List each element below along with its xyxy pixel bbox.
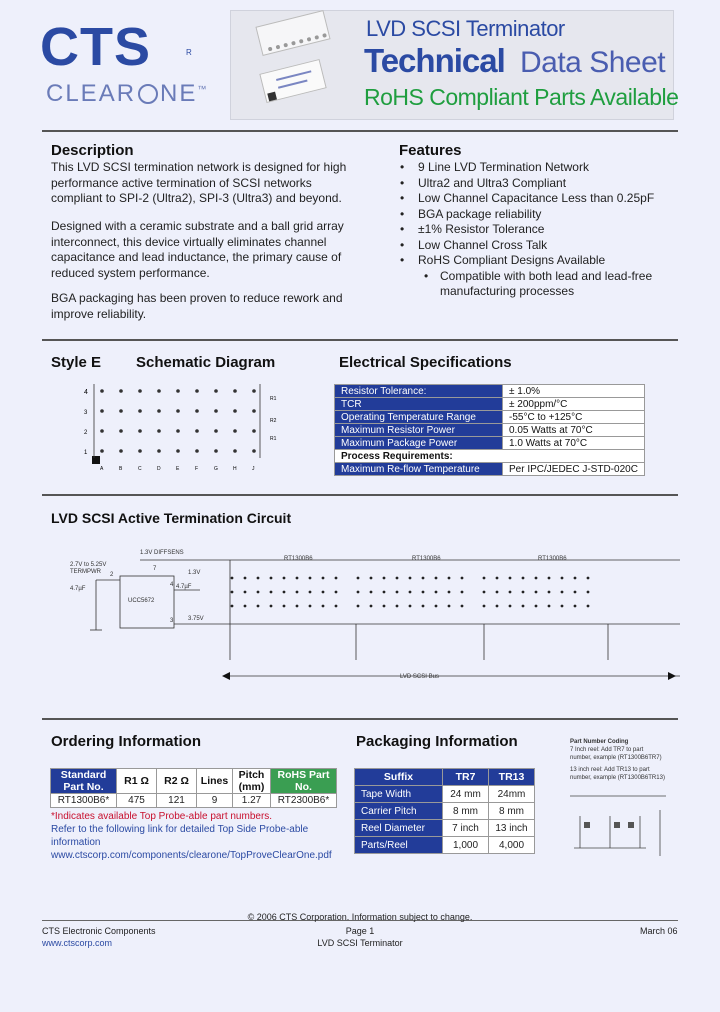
bga-ball	[157, 449, 161, 453]
resistor-node	[509, 577, 512, 580]
table-row	[355, 803, 535, 820]
resistor-node	[283, 577, 286, 580]
resistor-node	[296, 591, 299, 594]
bga-ball	[100, 389, 104, 393]
bga-ball	[119, 449, 123, 453]
circuit-label: 4.7µF	[70, 586, 86, 592]
resistor-node	[587, 591, 590, 594]
feature-item: • BGA package reliability	[398, 207, 688, 223]
spec-value: -55°C to +125°C	[503, 411, 645, 424]
coding-line: number, example (RT1300B6TR13)	[570, 775, 665, 781]
cell: 1,000	[443, 837, 489, 854]
resistor-node	[357, 591, 360, 594]
doc-title: LVD SCSI Terminator	[366, 16, 565, 41]
resistor-node	[448, 605, 451, 608]
resistor-node	[270, 591, 273, 594]
table-row	[355, 837, 535, 854]
resistor-node	[357, 577, 360, 580]
schematic-heading: Schematic Diagram	[136, 354, 276, 371]
feature-sub-item: • Compatible with both lead and lead-free manufacturing processes	[398, 269, 688, 300]
cell: Tape Width	[355, 786, 443, 803]
resistor-node	[309, 605, 312, 608]
circuit-label: RT1300B6	[412, 556, 441, 562]
ordering-heading: Ordering Information	[51, 733, 201, 750]
bga-ball	[157, 409, 161, 413]
circuit-label: 7	[153, 566, 157, 572]
bga-ball	[119, 429, 123, 433]
resistor-node	[409, 577, 412, 580]
resistor-node	[370, 591, 373, 594]
resistor-node	[296, 577, 299, 580]
bga-ball	[195, 449, 199, 453]
resistor-node	[244, 591, 247, 594]
resistor-node	[370, 577, 373, 580]
bga-ball	[195, 409, 199, 413]
resistor-node	[522, 577, 525, 580]
resistor-node	[461, 605, 464, 608]
bga-ball	[195, 429, 199, 433]
r-label: R1	[270, 396, 277, 402]
spec-row	[335, 385, 645, 398]
spec-key: Operating Temperature Range	[335, 411, 503, 424]
resistor-node	[574, 577, 577, 580]
row-label: 4	[84, 389, 88, 396]
ordering-header-row	[51, 769, 337, 794]
col-rohs-part: RoHS Part No.	[271, 769, 337, 794]
packaging-heading: Packaging Information	[356, 733, 518, 750]
feature-item: • 9 Line LVD Termination Network	[398, 160, 688, 176]
col-lines: Lines	[197, 769, 233, 794]
copyright: © 2006 CTS Corporation. Information subject to change.	[247, 912, 473, 922]
circuit-label: RT1300B6	[538, 556, 567, 562]
footer-page: Page 1	[345, 926, 375, 936]
cell: 121	[157, 794, 197, 808]
col-label: D	[157, 466, 161, 472]
resistor-node	[522, 605, 525, 608]
doc-subtitle-bold: Technical	[364, 42, 505, 79]
resistor-node	[309, 591, 312, 594]
bga-ball	[214, 429, 218, 433]
cell: 24 mm	[443, 786, 489, 803]
resistor-node	[496, 577, 499, 580]
divider	[42, 339, 678, 341]
resistor-node	[522, 591, 525, 594]
resistor-node	[296, 605, 299, 608]
resistor-node	[257, 605, 260, 608]
registered-mark: R	[186, 48, 192, 57]
col-suffix: Suffix	[355, 769, 443, 786]
resistor-node	[574, 591, 577, 594]
resistor-node	[244, 577, 247, 580]
packaging-table	[354, 768, 535, 854]
bga-ball	[233, 409, 237, 413]
feature-item: • Low Channel Cross Talk	[398, 238, 688, 254]
resistor-node	[548, 577, 551, 580]
resistor-node	[335, 577, 338, 580]
description-p2: Designed with a ceramic substrate and a ball grid array interconnect, this device virtually eliminates channel capacitance and lead inductance, the primary cause of reduced system performance.	[51, 219, 344, 280]
electrical-specs-table	[334, 384, 645, 476]
resistor-node	[496, 605, 499, 608]
resistor-node	[561, 605, 564, 608]
cell: 4,000	[489, 837, 535, 854]
resistor-node	[422, 591, 425, 594]
col-label: A	[100, 466, 104, 472]
probe-note: *Indicates available Top Probe-able part numbers.	[51, 811, 273, 822]
spec-value: 0.05 Watts at 70°C	[503, 424, 645, 437]
resistor-node	[231, 605, 234, 608]
bga-ball	[214, 389, 218, 393]
cell: Reel Diameter	[355, 820, 443, 837]
cell: 8 mm	[489, 803, 535, 820]
description-p3: BGA packaging has been proven to reduce rework and improve reliability.	[51, 291, 343, 321]
spec-row	[335, 424, 645, 437]
resistor-node	[435, 605, 438, 608]
footer-product: LVD SCSI Terminator	[317, 938, 403, 948]
spec-value: ± 200ppm/°C	[503, 398, 645, 411]
footer-date: March 06	[640, 926, 678, 936]
divider	[42, 718, 678, 720]
brand-tm: ™	[197, 84, 209, 94]
resistor-node	[422, 577, 425, 580]
resistor-node	[422, 605, 425, 608]
cell: Carrier Pitch	[355, 803, 443, 820]
spec-row	[335, 411, 645, 424]
bga-ball	[119, 409, 123, 413]
resistor-node	[587, 605, 590, 608]
bga-ball	[252, 429, 256, 433]
circuit-label: TERMPWR	[70, 569, 101, 575]
circuit-label: RT1300B6	[284, 556, 313, 562]
cell: RT1300B6*	[51, 794, 117, 808]
electrical-heading: Electrical Specifications	[339, 354, 512, 371]
bga-ball	[195, 389, 199, 393]
cell: 1.27	[233, 794, 271, 808]
spec-key: Resistor Tolerance:	[335, 385, 503, 398]
resistor-node	[509, 605, 512, 608]
col-standard-part: Standard Part No.	[51, 769, 117, 794]
row-label: 1	[84, 450, 88, 456]
resistor-node	[483, 605, 486, 608]
resistor-node	[283, 605, 286, 608]
feature-item: • Low Channel Capacitance Less than 0.25pF	[398, 191, 688, 207]
resistor-node	[270, 577, 273, 580]
bga-ball	[138, 409, 142, 413]
spec-key: TCR	[335, 398, 503, 411]
bga-ball	[233, 429, 237, 433]
tape-reel-drawing	[566, 786, 670, 860]
col-tr13: TR13	[489, 769, 535, 786]
brand-o-ring-icon	[138, 84, 158, 104]
features-heading: Features	[399, 142, 462, 159]
spec-key: Maximum Resistor Power	[335, 424, 503, 437]
coding-line: 7 Inch reel: Add TR7 to part	[570, 747, 644, 753]
bga-ball	[252, 389, 256, 393]
resistor-node	[383, 605, 386, 608]
spec-key: Maximum Package Power	[335, 437, 503, 450]
r-label: R1	[270, 436, 277, 442]
termination-circuit-diagram	[40, 540, 680, 690]
resistor-node	[322, 605, 325, 608]
ordering-notes	[51, 810, 351, 862]
bga-ball	[138, 429, 142, 433]
style-label: Style E	[51, 354, 102, 371]
col-label: B	[119, 466, 123, 472]
bga-ball	[176, 429, 180, 433]
bga-ball	[214, 409, 218, 413]
bga-ball	[176, 389, 180, 393]
circuit-label: 3	[170, 618, 174, 624]
col-tr7: TR7	[443, 769, 489, 786]
resistor-node	[535, 605, 538, 608]
spec-row	[335, 437, 645, 450]
circuit-label: 4.7µF	[176, 584, 192, 590]
resistor-node	[435, 591, 438, 594]
col-label: C	[138, 466, 142, 472]
spec-value: 1.0 Watts at 70°C	[503, 437, 645, 450]
bga-ball	[176, 409, 180, 413]
cell: 13 inch	[489, 820, 535, 837]
spec-row	[335, 398, 645, 411]
cell: 24mm	[489, 786, 535, 803]
resistor-node	[561, 577, 564, 580]
circuit-label: 3.75V	[188, 616, 204, 622]
cell: RT2300B6*	[271, 794, 337, 808]
feature-item: • Ultra2 and Ultra3 Compliant	[398, 176, 688, 192]
brand-pre: CLEAR	[46, 80, 137, 107]
resistor-node	[448, 591, 451, 594]
brand-post: NE	[160, 80, 198, 107]
resistor-node	[461, 577, 464, 580]
probe-link[interactable]: www.ctscorp.com/components/clearone/TopProveClearOne.pdf	[51, 850, 332, 861]
spec-row	[335, 463, 645, 476]
resistor-node	[535, 591, 538, 594]
resistor-node	[383, 577, 386, 580]
bga-ball	[214, 449, 218, 453]
cell: 475	[117, 794, 157, 808]
cell: 7 inch	[443, 820, 489, 837]
resistor-node	[509, 591, 512, 594]
resistor-node	[322, 577, 325, 580]
coding-title: Part Number Coding	[570, 739, 629, 745]
spec-value: ± 1.0%	[503, 385, 645, 398]
bga-ball	[157, 429, 161, 433]
resistor-node	[548, 591, 551, 594]
spec-value: Per IPC/JEDEC J-STD-020C	[503, 463, 645, 476]
resistor-node	[561, 591, 564, 594]
resistor-node	[257, 591, 260, 594]
resistor-node	[435, 577, 438, 580]
circuit-label: LVD SCSI Bus	[400, 674, 439, 680]
description-heading: Description	[51, 142, 134, 159]
cell: Parts/Reel	[355, 837, 443, 854]
bga-ball	[138, 389, 142, 393]
resistor-node	[231, 591, 234, 594]
resistor-node	[270, 605, 273, 608]
schematic-diagram	[80, 382, 300, 472]
resistor-node	[409, 605, 412, 608]
coding-line: 13 inch reel: Add TR13 to part	[570, 767, 650, 773]
resistor-node	[461, 591, 464, 594]
bga-ball	[176, 449, 180, 453]
resistor-node	[496, 591, 499, 594]
circuit-label: 4	[170, 582, 174, 588]
col-label: J	[252, 466, 255, 472]
bga-ball	[100, 409, 104, 413]
cts-logo: CTS	[40, 17, 151, 77]
process-header-row	[335, 450, 645, 463]
col-label: H	[233, 466, 237, 472]
resistor-node	[357, 605, 360, 608]
circuit-label: 1.3V DIFFSENS	[140, 550, 184, 556]
resistor-node	[448, 577, 451, 580]
r-label: R2	[270, 418, 277, 424]
circuit-heading: LVD SCSI Active Termination Circuit	[51, 510, 292, 526]
refer-note: Refer to the following link for detailed Top Side Probe-able information	[51, 824, 309, 848]
footer-url[interactable]: www.ctscorp.com	[42, 938, 113, 948]
resistor-node	[535, 577, 538, 580]
spec-key: Maximum Re-flow Temperature	[335, 463, 503, 476]
col-pitch: Pitch (mm)	[233, 769, 271, 794]
clearone-logo	[46, 76, 208, 107]
resistor-node	[483, 591, 486, 594]
resistor-node	[587, 577, 590, 580]
table-row	[51, 794, 337, 808]
circuit-label: 1.3V	[188, 570, 201, 576]
process-label: Process Requirements:	[335, 450, 645, 463]
resistor-node	[335, 605, 338, 608]
resistor-node	[483, 577, 486, 580]
table-row	[355, 786, 535, 803]
col-r2: R2 Ω	[157, 769, 197, 794]
row-label: 2	[84, 430, 88, 436]
resistor-node	[231, 577, 234, 580]
bga-ball	[157, 389, 161, 393]
bga-ball	[119, 389, 123, 393]
resistor-node	[257, 577, 260, 580]
bga-ball	[252, 409, 256, 413]
circuit-label: 2	[110, 572, 114, 578]
bga-ball	[252, 449, 256, 453]
packaging-header-row	[355, 769, 535, 786]
resistor-node	[322, 591, 325, 594]
resistor-node	[283, 591, 286, 594]
cell: 8 mm	[443, 803, 489, 820]
resistor-node	[335, 591, 338, 594]
ordering-table	[50, 768, 337, 808]
bga-ball	[233, 449, 237, 453]
footer-company: CTS Electronic Components	[42, 926, 156, 936]
resistor-node	[396, 591, 399, 594]
circuit-label: 2.7V to 5.25V	[70, 562, 107, 568]
bga-ball	[100, 449, 104, 453]
col-r1: R1 Ω	[117, 769, 157, 794]
resistor-node	[370, 605, 373, 608]
cell: 9	[197, 794, 233, 808]
description-p1: This LVD SCSI termination network is designed for high performance active termination of SCSI networks compliant to SPI-2 (Ultra2), SPI-3 (Ultra3) and beyond.	[51, 160, 347, 205]
rohs-banner: RoHS Compliant Parts Available	[364, 84, 679, 110]
feature-item: • ±1% Resistor Tolerance	[398, 222, 688, 238]
row-label: 3	[84, 410, 88, 416]
bga-ball	[233, 389, 237, 393]
divider	[42, 130, 678, 132]
divider	[42, 494, 678, 496]
coding-line: number, example (RT1300B6TR7)	[570, 755, 662, 761]
feature-item: • RoHS Compliant Designs Available	[398, 253, 688, 269]
resistor-node	[309, 577, 312, 580]
resistor-node	[548, 605, 551, 608]
bga-ball	[138, 449, 142, 453]
circuit-label: UCC5672	[128, 598, 155, 604]
resistor-node	[396, 605, 399, 608]
resistor-node	[574, 605, 577, 608]
resistor-node	[409, 591, 412, 594]
col-label: G	[214, 466, 218, 472]
features-list	[398, 160, 688, 300]
col-label: F	[195, 466, 199, 472]
table-row	[355, 820, 535, 837]
part-number-coding	[570, 738, 670, 782]
resistor-node	[383, 591, 386, 594]
resistor-node	[244, 605, 247, 608]
col-label: E	[176, 466, 180, 472]
bga-ball	[100, 429, 104, 433]
resistor-node	[396, 577, 399, 580]
doc-subtitle: Data Sheet	[520, 46, 666, 79]
